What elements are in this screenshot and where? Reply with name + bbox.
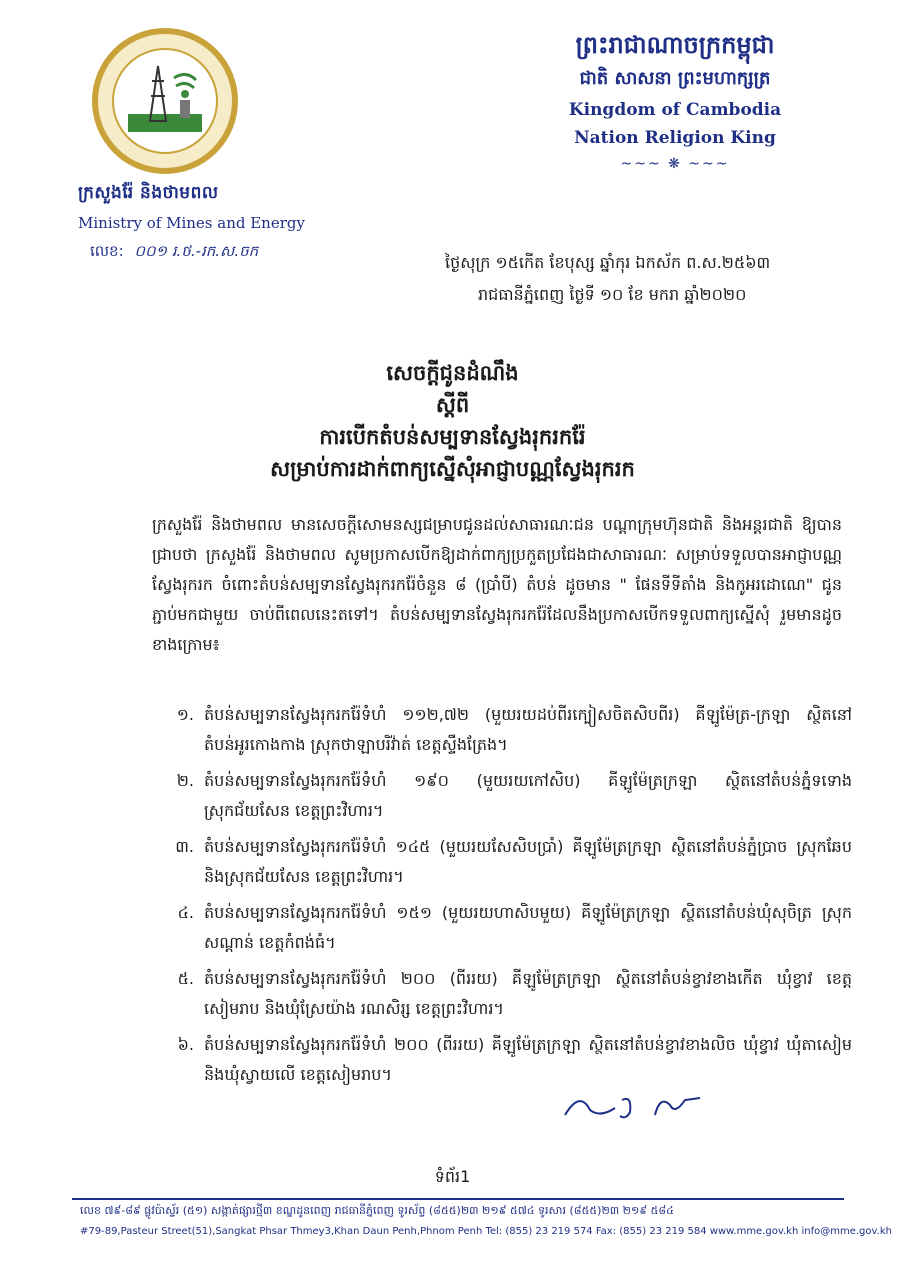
list-item <box>152 964 852 1024</box>
notice-title: សេចក្តីជូនដំណឹង <box>386 361 519 385</box>
notice-subject-label: ស្តីពី <box>435 393 470 417</box>
ministry-name-khmer: ក្រសួងរ៉ែ និងថាមពល <box>78 183 219 203</box>
notice-subject-line1: ការបើកតំបន់សម្បទានស្វែងរុករករ៉ែ <box>319 425 586 449</box>
footer-address-khmer: លេខ ៧៩-៨៩ ផ្លូវប៉ាស្ទ័រ (៥១) សង្កាត់ផ្សារថ្មី៣ ខណ្ឌដូនពេញ រាជធានីភ្នំពេញ ទូរស័ព្ទ (៨៥៥)២៣ ២១៩ ៥៧៤ ទូរសារ (៨៥៥)២៣ ២១៩ ៥៨៤ <box>80 1204 674 1217</box>
list-item <box>152 898 852 958</box>
list-item-text: តំបន់សម្បទានស្វែងរុករករ៉ែទំហំ ១១២,៧២ (មួយរយដប់ពីរក្បៀសចិតសិបពីរ) គីឡូម៉ែត្រ-ក្រឡា ស្ថិតនៅតំបន់អូរកោងកាង ស្រុកថាឡាបរិវ៉ាត់ ខេត្តស្ទឹងត្រែង។ <box>204 705 852 754</box>
reference-label: លេខ: <box>90 242 124 260</box>
reference-number <box>90 242 258 264</box>
notice-subject-line2: សម្រាប់ការដាក់ពាក្យស្នើសុំអាជ្ញាបណ្ណស្វែងរុករក <box>270 457 635 481</box>
list-item-number: ៦. <box>177 1035 194 1054</box>
motto-khmer: ជាតិ សាសនា ព្រះមហាក្សត្រ <box>579 68 771 89</box>
list-item-text: តំបន់សម្បទានស្វែងរុករករ៉ែទំហំ ២០០ (ពីររយ) គីឡូម៉ែត្រក្រឡា ស្ថិតនៅតំបន់ខ្វាវខាងកើត ឃុំខ្វាវ ខេត្តសៀមរាប និងឃុំស្រែយ៉ាង រណសិរ្ស ខេត្តព្រះវិហារ។ <box>204 969 852 1018</box>
list-item <box>152 1030 852 1090</box>
list-item-text: តំបន់សម្បទានស្វែងរុករករ៉ែទំហំ ១៥១ (មួយរយហាសិបមួយ) គីឡូម៉ែត្រក្រឡា ស្ថិតនៅតំបន់ឃុំសុចិត្រ ស្រុកសណ្តាន់ ខេត្តកំពង់ធំ។ <box>204 903 852 952</box>
list-item-number: ៣. <box>175 837 194 856</box>
motto-english: Nation Religion King <box>574 128 776 148</box>
list-item <box>152 766 852 826</box>
list-item-text: តំបន់សម្បទានស្វែងរុករករ៉ែទំហំ ២០០ (ពីររយ) គីឡូម៉ែត្រក្រឡា ស្ថិតនៅតំបន់ខ្វាវខាងលិច ឃុំខ្វាវ ឃុំតាសៀម និងឃុំស្វាយលើ ខេត្តសៀមរាប។ <box>204 1035 852 1084</box>
list-item-number: ១. <box>176 705 194 724</box>
footer-address-english: #79-89,Pasteur Street(51),Sangkat Phsar Thmey3,Khan Daun Penh,Phnom Penh Tel: (855) 23 219 574 Fax: (855) 23 219 584 www.mme.gov.kh info@mme.gov.kh <box>80 1226 892 1237</box>
kingdom-title-english: Kingdom of Cambodia <box>568 100 782 120</box>
date-lunar: ថ្ងៃសុក្រ ១៥កើត ខែបុស្ស ឆ្នាំកុរ ឯកស័ក ព.ស.២៥៦៣ <box>445 253 771 272</box>
body-paragraph: ក្រសួងរ៉ែ និងថាមពល មានសេចក្តីសោមនស្សជម្រាបជូនដល់សាធារណៈជន បណ្តាក្រុមហ៊ុនជាតិ និងអន្តរជាតិ ឱ្យបានជ្រាបថា ក្រសួងរ៉ែ និងថាមពល សូមប្រកាសបើកឱ្យដាក់ពាក្យប្រកួតប្រជែងជាសាធារណៈ សម្រាប់ទទួលបានអាជ្ញាបណ្ណស្វែងរុករក ចំពោះតំបន់សម្បទានស្វែងរុករករ៉ែចំនួន ៨ (ប្រាំបី) តំបន់ ដូចមាន " ផែនទីទីតាំង និងកូអរដោណេ" ជូនភ្ជាប់មកជាមួយ ចាប់ពីពេលនេះតទៅ។ តំបន់សម្បទានស្វែងរុករករ៉ែដែលនឹងប្រកាសបើកទទួលពាក្យស្នើសុំ រួមមានដូចខាងក្រោម៖ <box>152 515 842 654</box>
ministry-name-english: Ministry of Mines and Energy <box>78 214 305 232</box>
date-solar: រាជធានីភ្នំពេញ ថ្ងៃទី ១០ ខែ មករា ឆ្នាំ២០២០ <box>478 285 747 304</box>
signature-initials <box>560 1080 710 1130</box>
footer-divider <box>72 1198 844 1200</box>
list-item-text: តំបន់សម្បទានស្វែងរុករករ៉ែទំហំ ១៩០ (មួយរយកៅសិប) គីឡូម៉ែត្រក្រឡា ស្ថិតនៅតំបន់ភ្នំទទោង ស្រុកជ័យសែន ខេត្តព្រះវិហារ។ <box>204 771 852 820</box>
list-item <box>152 700 852 760</box>
list-item-number: ៥. <box>177 969 194 988</box>
page-number: ទំព័រ1 <box>434 1167 471 1186</box>
list-item-number: ២. <box>176 771 194 790</box>
list-item-number: ៤. <box>177 903 194 922</box>
ministry-logo <box>90 26 240 176</box>
list-item <box>152 832 852 892</box>
ornament-divider: ~~~ ❋ ~~~ <box>620 156 730 172</box>
reference-value: ០០១ រ.ថ.-រក.ស.ចក <box>134 242 259 260</box>
concession-list <box>152 700 852 1096</box>
kingdom-title-khmer: ព្រះរាជាណាចក្រកម្ពុជា <box>575 31 775 59</box>
list-item-text: តំបន់សម្បទានស្វែងរុករករ៉ែទំហំ ១៤៥ (មួយរយសែសិបប្រាំ) គីឡូម៉ែត្រក្រឡា ស្ថិតនៅតំបន់ភ្នំប្រាច ស្រុកឆែប និងស្រុកជ័យសែន ខេត្តព្រះវិហារ។ <box>204 837 852 886</box>
